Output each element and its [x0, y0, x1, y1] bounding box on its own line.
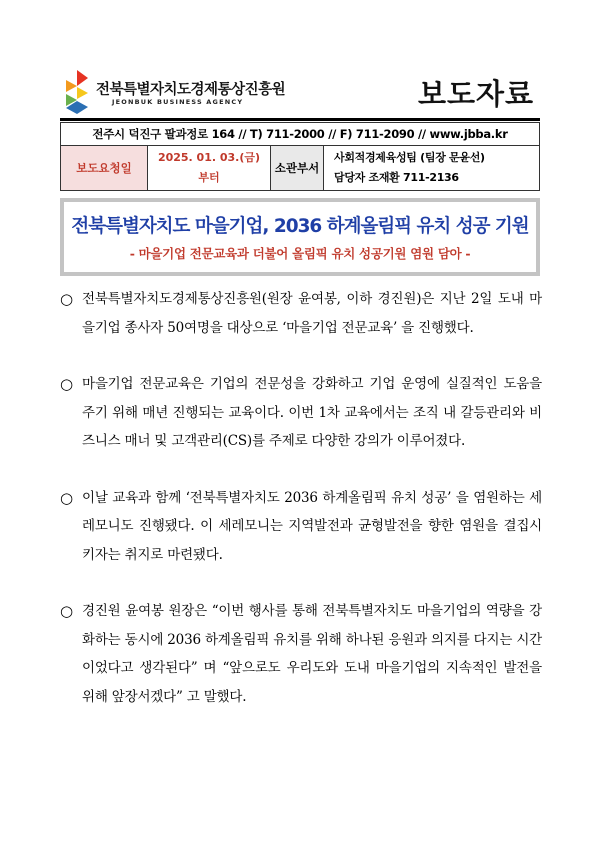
paragraph [60, 597, 542, 711]
paragraph-text: 마을기업 전문교육은 기업의 전문성을 강화하고 기업 운영에 실질적인 도움을 주기 위해 매년 진행되는 교육이다. 이번 1차 교육에서는 조직 내 갈등관리와 비즈니스 매너 및 고객관리(CS)를 주제로 다양한 강의가 이루어졌다. [82, 376, 542, 449]
department-label: 소관부서 [271, 146, 324, 191]
press-release-title: 보도자료 [417, 77, 534, 111]
request-date-value: 2025. 01. 03.(금) [157, 151, 261, 164]
bullet-circle-icon: ○ [60, 488, 74, 507]
paragraph [60, 370, 542, 456]
headline-title: 전북특별자치도 마을기업, 2036 하계올림픽 유치 성공 기원 [71, 216, 529, 237]
paragraph [60, 285, 542, 342]
contact-info: 전주시 덕진구 팔과정로 164 // T) 711-2000 // F) 711-2090 // www.jbba.kr [61, 123, 540, 146]
paragraph-text: 경진원 윤여봉 원장은 “이번 행사를 통해 전북특별자치도 마을기업의 역량을 강화하는 동시에 2036 하계올림픽 유치를 위해 하나된 응원과 의지를 다지는 시간이었다고 생각된다” 며 “앞으로도 우리도와 도내 마을기업의 지속적인 발전을 위해 앞장서겠다” 고 말했다. [82, 603, 542, 705]
paragraph-text: 전북특별자치도경제통상진흥원(원장 윤여봉, 이하 경진원)은 지난 2일 도내 마을기업 종사자 50여명을 대상으로 ‘마을기업 전문교육’ 을 진행했다. [82, 291, 542, 336]
headline-subtitle: - 마을기업 전문교육과 더불어 올림픽 유치 성공기원 염원 담아 - [129, 246, 471, 261]
bullet-circle-icon: ○ [60, 290, 74, 308]
paragraph [60, 484, 542, 570]
info-table [60, 122, 540, 191]
org-name: 전북특별자치도경제통상진흥원 [96, 82, 286, 98]
header [60, 66, 540, 118]
headline-box [60, 198, 540, 276]
request-date-suffix: 부터 [198, 171, 220, 184]
bullet-circle-icon: ○ [60, 602, 74, 620]
paragraph-text: 이날 교육과 함께 ‘전북특별자치도 2036 하계올림픽 유치 성공’ 을 염원하는 세레모니도 진행됐다. 이 세레모니는 지역발전과 균형발전을 향한 염원을 결집시키자는 취지로 마련됐다. [82, 489, 542, 563]
header-divider [60, 118, 540, 121]
department-contact: 담당자 조재환 711-2136 [334, 171, 459, 184]
department-team: 사회적경제육성팀 (팀장 문윤선) [334, 151, 485, 164]
article-body [60, 285, 542, 739]
org-name-english: JEONBUK BUSINESS AGENCY [112, 98, 244, 106]
request-date [148, 146, 271, 191]
request-date-label: 보도요청일 [61, 146, 148, 191]
bullet-circle-icon: ○ [60, 375, 74, 393]
agency-logo-icon [64, 70, 90, 114]
department-info [324, 146, 540, 191]
